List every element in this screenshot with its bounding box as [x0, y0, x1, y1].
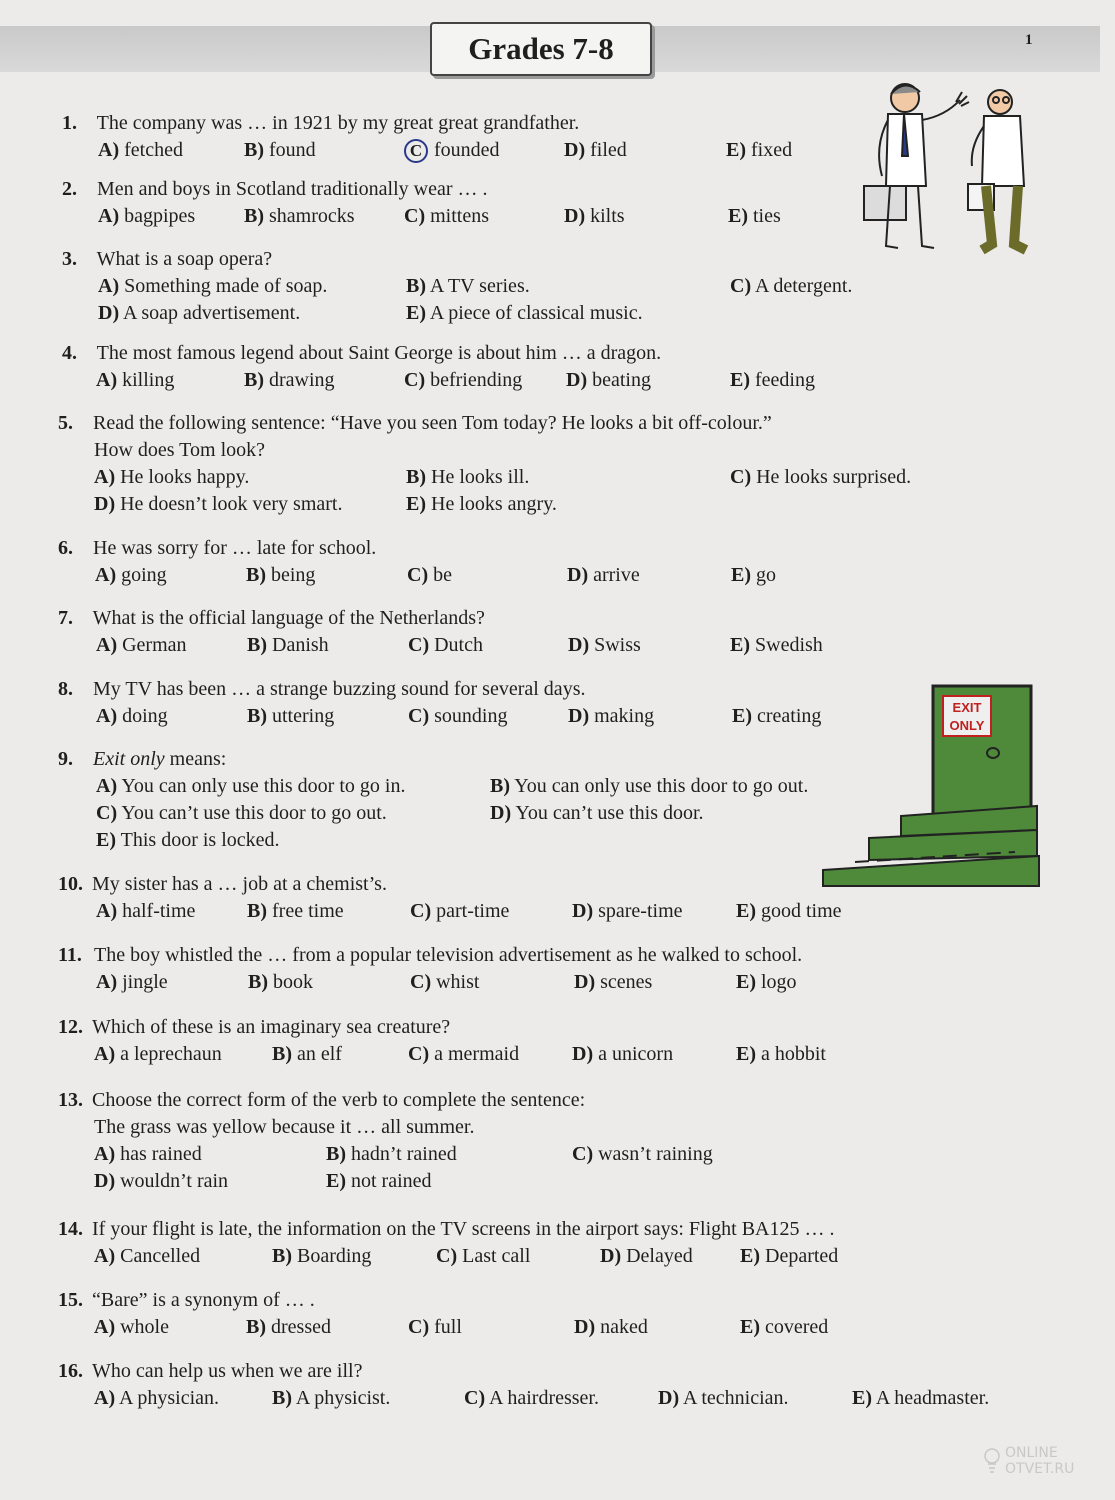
option-c[interactable]: C) mittens — [404, 205, 489, 227]
option-e[interactable]: E) creating — [732, 705, 822, 727]
question-stem: The boy whistled the … from a popular television advertisement as he walked to school. — [94, 944, 803, 966]
option-a[interactable]: A) jingle — [96, 971, 168, 993]
question-7 — [58, 605, 823, 659]
watermark-line1: ONLINE — [1005, 1445, 1058, 1461]
option-c[interactable]: C) part-time — [410, 900, 510, 922]
question-5 — [58, 410, 912, 518]
option-d[interactable]: D) filed — [564, 139, 627, 161]
option-d[interactable]: D) A soap advertisement. — [98, 302, 301, 324]
option-d[interactable]: D) wouldn’t rain — [94, 1170, 229, 1192]
question-number: 6. — [58, 537, 73, 559]
option-c[interactable]: C) Last call — [436, 1245, 531, 1267]
option-d[interactable]: D) He doesn’t look very smart. — [94, 493, 343, 515]
option-b[interactable]: B) Boarding — [272, 1245, 372, 1267]
question-number: 3. — [62, 248, 77, 270]
option-d[interactable]: D) Swiss — [568, 634, 641, 656]
option-e[interactable]: E) a hobbit — [736, 1043, 826, 1065]
option-a[interactable]: A) Something made of soap. — [98, 275, 328, 297]
option-b[interactable]: B) book — [248, 971, 313, 993]
watermark-line2: OTVET.RU — [1005, 1461, 1075, 1477]
option-c[interactable]: C) He looks surprised. — [730, 466, 912, 488]
question-number: 9. — [58, 748, 73, 770]
option-a[interactable]: A) a leprechaun — [94, 1043, 222, 1065]
option-a[interactable]: A) bagpipes — [98, 205, 196, 227]
exit-sign-line2: ONLY — [949, 718, 985, 733]
question-2 — [62, 176, 781, 230]
question-stem: The most famous legend about Saint George is about him … a dragon. — [96, 342, 662, 364]
option-a[interactable]: A) going — [95, 564, 167, 586]
question-stem: My sister has a … job at a chemist’s. — [92, 873, 387, 895]
option-e[interactable]: E) go — [731, 564, 776, 586]
option-e[interactable]: E) He looks angry. — [406, 493, 557, 515]
lightbulb-icon — [983, 1447, 1001, 1475]
option-e[interactable]: E) A headmaster. — [852, 1387, 990, 1409]
question-1 — [62, 110, 793, 164]
option-c-circled[interactable]: C founded — [404, 137, 500, 164]
question-number: 13. — [58, 1089, 83, 1111]
option-b[interactable]: B) He looks ill. — [406, 466, 530, 488]
question-number: 11. — [58, 944, 82, 966]
option-e[interactable]: E) ties — [728, 205, 781, 227]
option-d[interactable]: D) beating — [566, 369, 651, 391]
question-number: 15. — [58, 1289, 83, 1311]
question-number: 2. — [62, 178, 77, 200]
question-stem: What is the official language of the Netherlands? — [92, 607, 485, 629]
question-stem: What is a soap opera? — [96, 248, 273, 270]
watermark — [1005, 1445, 1074, 1477]
question-stem: Who can help us when we are ill? — [92, 1360, 363, 1382]
option-c[interactable]: C) a mermaid — [408, 1043, 520, 1065]
exit-sign-line1: EXIT — [952, 700, 982, 715]
option-b[interactable]: B) drawing — [244, 369, 335, 391]
question-number: 7. — [58, 607, 73, 629]
option-b[interactable]: B) shamrocks — [244, 205, 355, 227]
question-12 — [58, 1014, 826, 1068]
question-stem: “Bare” is a synonym of … . — [92, 1289, 315, 1311]
option-c[interactable]: C) whist — [410, 971, 480, 993]
option-d[interactable]: D) scenes — [574, 971, 653, 993]
option-c[interactable]: C) full — [408, 1316, 462, 1338]
question-14 — [58, 1216, 839, 1270]
option-d[interactable]: D) making — [568, 705, 655, 727]
question-16 — [58, 1358, 990, 1412]
option-e[interactable]: E) This door is locked. — [96, 829, 280, 851]
question-number: 10. — [58, 873, 83, 895]
option-a[interactable]: A) A physician. — [94, 1387, 220, 1409]
option-b[interactable]: B) You can only use this door to go out. — [490, 775, 809, 797]
question-13 — [58, 1087, 713, 1195]
option-d[interactable]: D) A technician. — [658, 1387, 789, 1409]
question-4 — [62, 340, 815, 394]
question-substem: The grass was yellow because it … all summer. — [94, 1116, 475, 1138]
option-a[interactable]: A) killing — [96, 369, 175, 391]
question-3 — [62, 246, 853, 327]
option-d[interactable]: D) You can’t use this door. — [490, 802, 704, 824]
question-8 — [58, 676, 822, 730]
option-d[interactable]: D) kilts — [564, 205, 625, 227]
option-a[interactable]: A) German — [96, 634, 187, 656]
option-b[interactable]: B) dressed — [246, 1316, 331, 1338]
question-stem: He was sorry for … late for school. — [93, 537, 377, 559]
question-number: 14. — [58, 1218, 83, 1240]
option-a[interactable]: A) doing — [96, 705, 168, 727]
option-e[interactable]: E) covered — [740, 1316, 829, 1338]
question-substem: How does Tom look? — [94, 439, 265, 461]
option-d[interactable]: D) spare-time — [572, 900, 683, 922]
question-number: 12. — [58, 1016, 83, 1038]
option-e[interactable]: E) good time — [736, 900, 842, 922]
option-c[interactable]: C) wasn’t raining — [572, 1143, 713, 1165]
option-c[interactable]: C) A hairdresser. — [464, 1387, 599, 1409]
option-e[interactable]: E) feeding — [730, 369, 815, 391]
option-c[interactable]: C) sounding — [408, 705, 508, 727]
question-9 — [58, 746, 809, 854]
option-a[interactable]: A) He looks happy. — [94, 466, 250, 488]
option-a[interactable]: A) whole — [94, 1316, 169, 1338]
question-stem: If your flight is late, the information on the TV screens in the airport says: Flight BA125 … . — [92, 1218, 835, 1240]
option-a[interactable]: A) Cancelled — [94, 1245, 201, 1267]
option-c[interactable]: C) A detergent. — [730, 275, 853, 297]
option-c[interactable]: C) befriending — [404, 369, 523, 391]
question-number: 16. — [58, 1360, 83, 1382]
option-b[interactable]: B) A physicist. — [272, 1387, 391, 1409]
question-10 — [58, 871, 842, 925]
option-a[interactable]: A) fetched — [98, 139, 183, 161]
question-stem: My TV has been … a strange buzzing sound for several days. — [93, 678, 586, 700]
option-b[interactable]: B) Danish — [247, 634, 329, 656]
question-stem: The company was … in 1921 by my great great grandfather. — [96, 112, 580, 134]
question-number: 4. — [62, 342, 77, 364]
option-b[interactable]: B) being — [246, 564, 316, 586]
option-b[interactable]: B) uttering — [247, 705, 335, 727]
option-c[interactable]: C) Dutch — [408, 634, 483, 656]
option-e[interactable]: E) Swedish — [730, 634, 823, 656]
page-title: Grades 7-8 — [430, 22, 652, 76]
option-d[interactable]: D) a unicorn — [572, 1043, 674, 1065]
option-a[interactable]: A) You can only use this door to go in. — [96, 775, 406, 797]
question-6 — [58, 535, 776, 589]
page-number: 1 — [1025, 32, 1033, 48]
question-number: 5. — [58, 412, 73, 434]
question-15 — [58, 1287, 829, 1341]
option-b[interactable]: B) hadn’t rained — [326, 1143, 457, 1165]
option-e[interactable]: E) Departed — [740, 1245, 839, 1267]
option-d[interactable]: D) naked — [574, 1316, 648, 1338]
option-d[interactable]: D) Delayed — [600, 1245, 693, 1267]
question-stem: Choose the correct form of the verb to complete the sentence: — [92, 1089, 586, 1111]
option-e[interactable]: E) fixed — [726, 139, 793, 161]
businessmen-illustration — [860, 76, 1045, 261]
exit-door-illustration — [815, 680, 1045, 890]
option-d[interactable]: D) arrive — [567, 564, 640, 586]
question-stem: Men and boys in Scotland traditionally wear … . — [97, 178, 488, 200]
option-a[interactable]: A) half-time — [96, 900, 196, 922]
option-a[interactable]: A) has rained — [94, 1143, 202, 1165]
question-stem: Read the following sentence: “Have you seen Tom today? He looks a bit off-colour.” — [93, 412, 772, 434]
question-stem: Which of these is an imaginary sea creature? — [92, 1016, 451, 1038]
option-e[interactable]: E) A piece of classical music. — [406, 302, 643, 324]
question-stem: means: — [164, 748, 227, 770]
question-11 — [58, 942, 802, 996]
answer-circle: C — [404, 139, 428, 163]
option-b[interactable]: B) an elf — [272, 1043, 342, 1065]
option-b[interactable]: B) free time — [247, 900, 344, 922]
option-e[interactable]: E) logo — [736, 971, 797, 993]
option-b[interactable]: B) A TV series. — [406, 275, 530, 297]
question-stem-emphasis: Exit only — [93, 748, 165, 770]
option-c[interactable]: C) You can’t use this door to go out. — [96, 802, 387, 824]
question-number: 1. — [62, 112, 77, 134]
option-c[interactable]: C) be — [407, 564, 452, 586]
option-e[interactable]: E) not rained — [326, 1170, 432, 1192]
option-b[interactable]: B) found — [244, 139, 316, 161]
question-number: 8. — [58, 678, 73, 700]
